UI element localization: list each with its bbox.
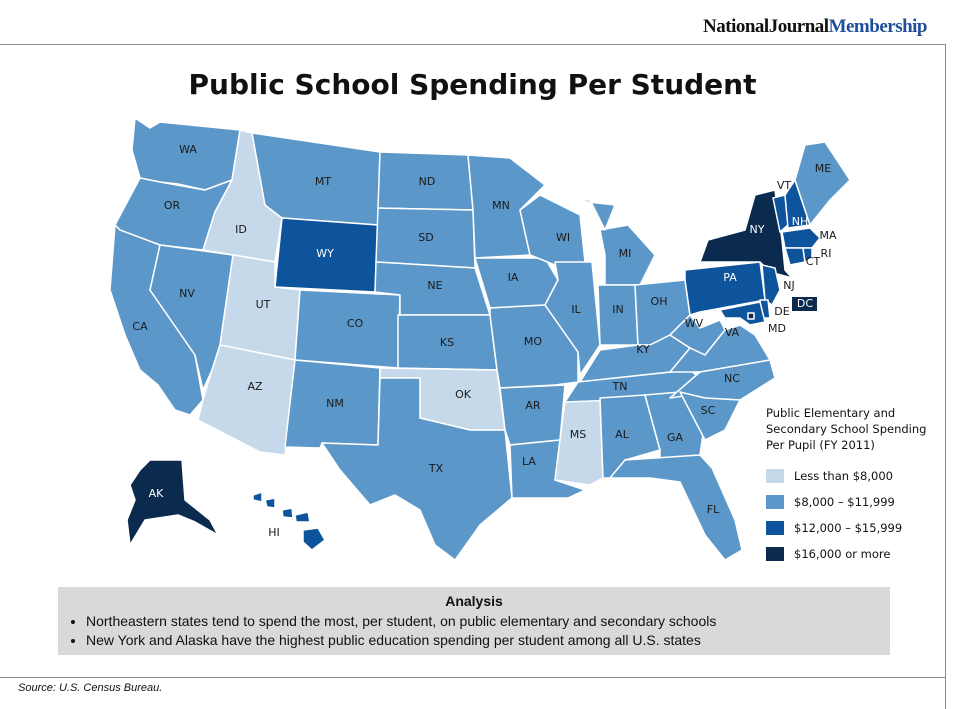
analysis-list (58, 612, 890, 650)
legend-swatch (766, 469, 784, 483)
label-MO: MO (523, 335, 543, 348)
state-CT[interactable] (785, 248, 805, 265)
label-ME: ME (814, 162, 832, 175)
label-ID: ID (235, 223, 247, 236)
label-CA: CA (132, 320, 148, 333)
label-MN: MN (492, 199, 510, 212)
legend-label: $8,000 – $11,999 (794, 495, 895, 509)
label-MI: MI (618, 247, 632, 260)
legend-item (766, 463, 936, 489)
label-VA: VA (724, 326, 740, 339)
label-IA: IA (507, 271, 519, 284)
label-NC: NC (724, 372, 740, 385)
state-AK[interactable] (127, 460, 218, 545)
legend-item (766, 541, 936, 567)
label-OR: OR (163, 199, 181, 212)
legend-item (766, 489, 936, 515)
legend-swatch (766, 521, 784, 535)
label-NH: NH (791, 215, 809, 228)
label-MD: MD (768, 322, 786, 335)
label-DE: DE (774, 305, 790, 318)
label-NM: NM (326, 397, 344, 410)
legend-label: $12,000 – $15,999 (794, 521, 903, 535)
label-MA: MA (819, 229, 837, 242)
label-SC: SC (700, 404, 716, 417)
legend-swatch (766, 495, 784, 509)
label-OH: OH (650, 295, 668, 308)
brand-part2: Membership (828, 16, 927, 37)
legend-item (766, 515, 936, 541)
state-DC[interactable] (748, 313, 754, 319)
legend-swatch (766, 547, 784, 561)
legend-title (766, 405, 936, 453)
label-HI: HI (268, 526, 280, 539)
brand-part1: NationalJournal (703, 16, 829, 37)
label-AR: AR (525, 399, 541, 412)
legend-title-line: Secondary School Spending (766, 422, 927, 436)
source-note: Source: U.S. Census Bureau. (18, 682, 163, 694)
label-AL: AL (615, 428, 629, 441)
label-IL: IL (571, 303, 581, 316)
label-NV: NV (179, 287, 195, 300)
label-NY: NY (749, 223, 765, 236)
legend-title-line: Public Elementary and (766, 406, 896, 420)
label-OK: OK (455, 388, 471, 401)
label-RI: RI (820, 247, 832, 260)
label-AZ: AZ (247, 380, 263, 393)
map-title: Public School Spending Per Student (188, 68, 757, 101)
label-KY: KY (636, 343, 650, 356)
analysis-bullet: • Northeastern states tend to spend the most, per student, on public elementary and secondary schools (86, 612, 890, 631)
label-PA: PA (723, 271, 737, 284)
analysis-bullet: • New York and Alaska have the highest public education spending per student among all U.S. states (86, 631, 890, 650)
label-VT: VT (776, 179, 792, 192)
label-IN: IN (612, 303, 624, 316)
legend (766, 405, 936, 567)
state-FL[interactable] (610, 455, 742, 560)
label-WI: WI (555, 231, 571, 244)
label-KS: KS (439, 336, 455, 349)
label-UT: UT (255, 298, 271, 311)
legend-label: $16,000 or more (794, 547, 891, 561)
label-MT: MT (314, 175, 332, 188)
label-WA: WA (179, 143, 197, 156)
label-CO: CO (346, 317, 364, 330)
bottom-divider (0, 677, 945, 678)
state-WI[interactable] (520, 195, 585, 265)
label-CT: CT (805, 255, 821, 268)
label-AK: AK (148, 487, 164, 500)
label-TX: TX (428, 462, 444, 475)
legend-title-line: Per Pupil (FY 2011) (766, 438, 875, 452)
analysis-title: Analysis (445, 593, 503, 609)
legend-label: Less than $8,000 (794, 469, 893, 483)
state-MA[interactable] (782, 228, 820, 248)
label-NJ: NJ (783, 279, 795, 292)
label-TN: TN (612, 380, 628, 393)
state-HI[interactable] (253, 492, 325, 550)
state-AR[interactable] (500, 385, 565, 445)
label-DC: DC (796, 297, 814, 310)
label-MS: MS (569, 428, 587, 441)
analysis-box (58, 587, 890, 655)
label-FL: FL (706, 503, 720, 516)
label-GA: GA (666, 431, 684, 444)
label-NE: NE (427, 279, 443, 292)
label-LA: LA (522, 455, 536, 468)
label-ND: ND (418, 175, 436, 188)
label-WY: WY (316, 247, 334, 260)
label-SD: SD (418, 231, 434, 244)
label-WV: WV (684, 317, 704, 330)
